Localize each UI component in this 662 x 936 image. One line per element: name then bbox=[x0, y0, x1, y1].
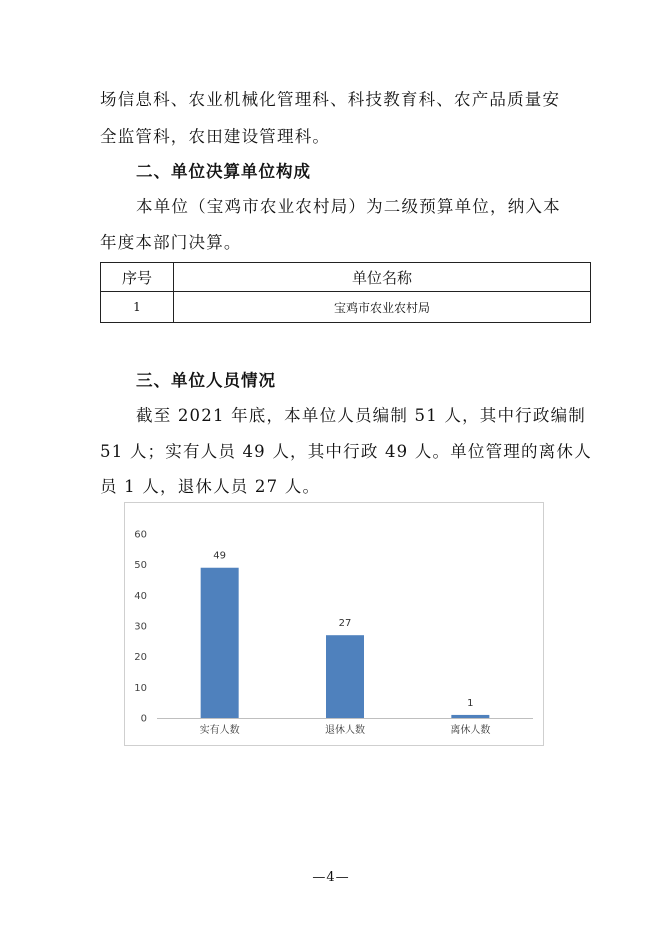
staff-bar-chart bbox=[124, 502, 544, 746]
y-tick-label: 0 bbox=[140, 713, 147, 725]
bar bbox=[201, 568, 239, 718]
bar bbox=[451, 715, 489, 718]
chart-canvas bbox=[125, 503, 543, 745]
table-row bbox=[101, 292, 591, 323]
table-header-row bbox=[101, 263, 591, 292]
x-tick-label: 离休人数 bbox=[450, 725, 491, 736]
section-2-heading: 二、单位决算单位构成 bbox=[136, 162, 311, 181]
x-tick-label: 退休人数 bbox=[325, 725, 365, 736]
section-3-heading: 三、单位人员情况 bbox=[136, 371, 276, 390]
data-label: 1 bbox=[467, 697, 474, 709]
section-2-line-2: 年度本部门决算。 bbox=[100, 233, 242, 252]
section-3-line-2: 51 人；实有人员 49 人，其中行政 49 人。单位管理的离休人 bbox=[100, 442, 592, 461]
data-label: 49 bbox=[213, 550, 227, 562]
intro-line-2: 全监管科，农田建设管理科。 bbox=[100, 127, 331, 146]
y-tick-label: 20 bbox=[134, 652, 147, 664]
y-tick-label: 60 bbox=[134, 529, 147, 541]
header-serial: 序号 bbox=[101, 263, 174, 292]
cell-unit-name: 宝鸡市农业农村局 bbox=[174, 292, 591, 323]
header-unit-name: 单位名称 bbox=[174, 263, 591, 292]
y-tick-label: 10 bbox=[134, 682, 147, 694]
x-tick-label: 实有人数 bbox=[199, 725, 240, 736]
cell-serial: 1 bbox=[101, 292, 174, 323]
data-label: 27 bbox=[338, 618, 352, 630]
intro-line-1: 场信息科、农业机械化管理科、科技教育科、农产品质量安 bbox=[100, 90, 561, 109]
y-tick-label: 50 bbox=[134, 560, 147, 572]
bar bbox=[326, 635, 364, 718]
y-tick-label: 30 bbox=[134, 621, 147, 633]
section-2-line-1: 本单位（宝鸡市农业农村局）为二级预算单位，纳入本 bbox=[136, 197, 561, 216]
page-number: —4— bbox=[312, 870, 350, 885]
section-3-line-3: 员 1 人，退休人员 27 人。 bbox=[100, 477, 321, 496]
section-3-line-1: 截至 2021 年底，本单位人员编制 51 人，其中行政编制 bbox=[136, 406, 586, 425]
y-tick-label: 40 bbox=[134, 590, 147, 602]
unit-table bbox=[100, 262, 591, 323]
